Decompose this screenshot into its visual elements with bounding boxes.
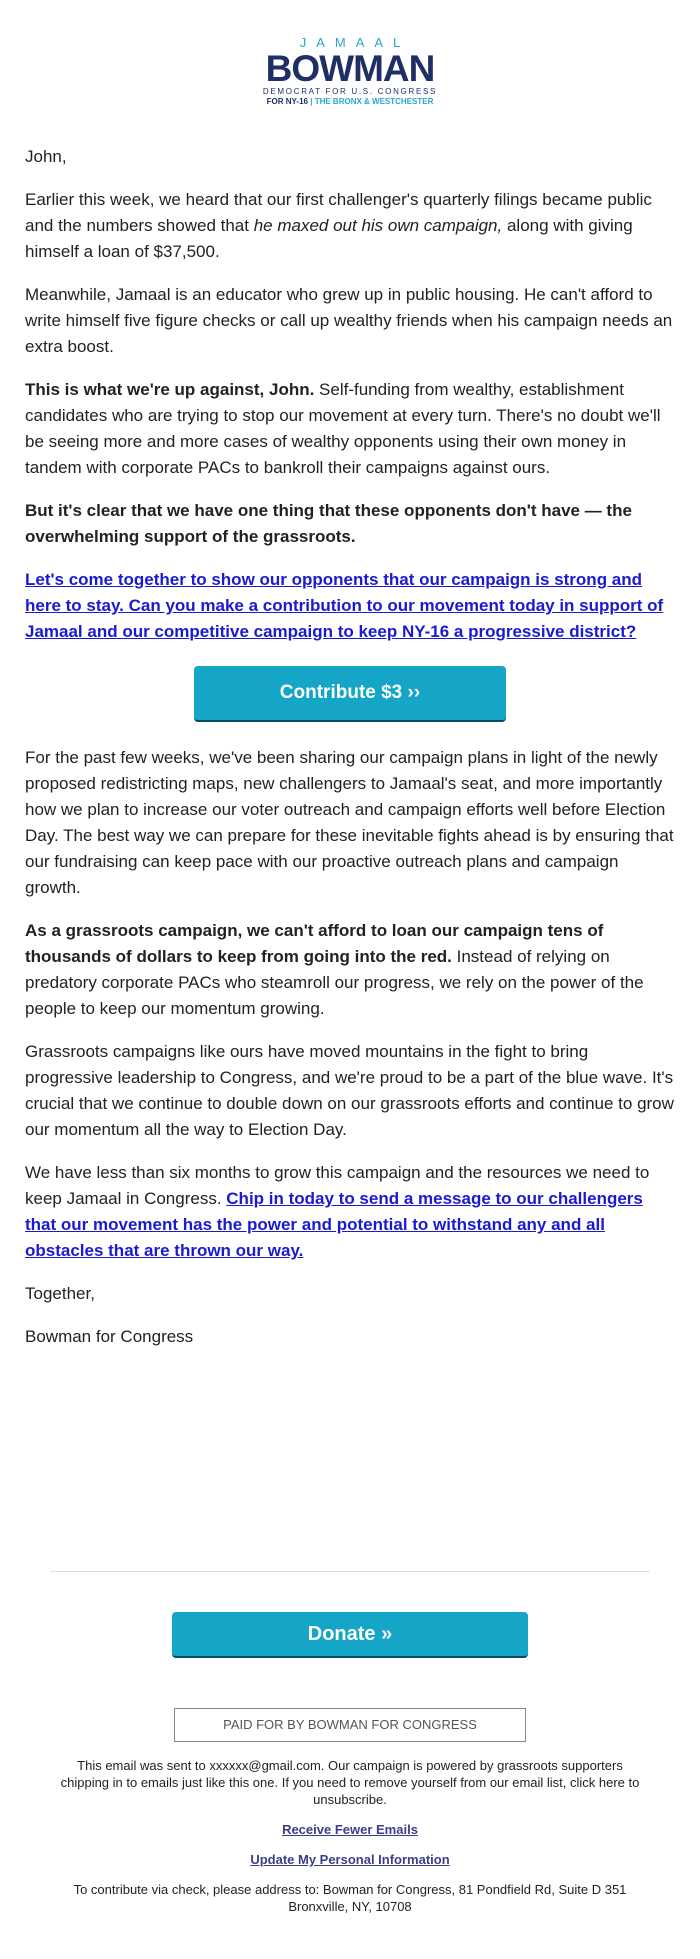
- footer-divider: [50, 1571, 650, 1572]
- sent-notice: This email was sent to xxxxxx@gmail.com. Our campaign is powered by grassroots supporters chipping in to emails just like this one. If you need to remove yourself from our email list, click here to unsubscribe.: [60, 1758, 640, 1807]
- signature: Bowman for Congress: [25, 1327, 194, 1346]
- logo-district: FOR NY-16: [266, 97, 308, 106]
- contribute-button[interactable]: Contribute $3 ››: [194, 666, 506, 722]
- greeting: John,: [25, 147, 67, 166]
- paragraph-7-text: Instead of relying on predatory corporate PACs who steamroll our progress, we rely on the power of the people to keep our momentum growing.: [25, 947, 644, 1018]
- paragraph-3-bold: This is what we're up against, John.: [25, 380, 315, 399]
- paragraph-9: [25, 1160, 675, 1264]
- sign-off: Together,: [25, 1284, 95, 1303]
- donate-cta: [0, 1612, 700, 1658]
- paragraph-2: Meanwhile, Jamaal is an educator who grew up in public housing. He can't afford to write himself five figure checks or call up wealthy friends when his campaign needs an extra boost.: [25, 285, 673, 356]
- logo-region: THE BRONX & WESTCHESTER: [314, 97, 434, 106]
- paragraph-1-text: Earlier this week, we heard that our first challenger's quarterly filings became public and the numbers showed that: [25, 190, 652, 235]
- receive-fewer-emails-link[interactable]: Receive Fewer Emails: [282, 1822, 418, 1837]
- paragraph-1: [25, 187, 675, 265]
- paragraph-8: Grassroots campaigns like ours have moved mountains in the fight to bring progressive leadership to Congress, and we're proud to be a part of the blue wave. It's crucial that we continue to double down on our grassroots efforts and continue to grow our momentum all the way to Election Day.: [25, 1042, 674, 1139]
- logo-last-name: BOWMAN: [265, 48, 435, 89]
- paragraph-3-text: Self-funding from wealthy, establishment candidates who are trying to stop our movement at every turn. There's no doubt we'll be seeing more and more cases of wealthy opponents using their own money in tandem with corporate PACs to bankroll their campaigns against ours.: [25, 380, 661, 477]
- spacer: [0, 1367, 700, 1571]
- logo-first-name: JAMAAL: [299, 35, 411, 50]
- paragraph-1-tail: along with giving himself a loan of $37,500.: [25, 216, 633, 261]
- logo-district-line: [263, 98, 437, 106]
- email-body: [0, 106, 700, 1350]
- contribute-cta: [25, 666, 675, 722]
- paragraph-7: [25, 918, 675, 1022]
- contribution-appeal-link[interactable]: Let's come together to show our opponents that our campaign is strong and here to stay. Can you make a contribution to our movement today in support of Jamaal and our competitive campaign to keep NY-16 a progressive district?: [25, 570, 664, 641]
- logo-subtitle: DEMOCRAT FOR U.S. CONGRESS: [262, 87, 438, 96]
- email-footer: [0, 1742, 700, 1915]
- paragraph-9-text: We have less than six months to grow this campaign and the resources we need to keep Jamaal in Congress.: [25, 1163, 650, 1208]
- paragraph-7-bold: As a grassroots campaign, we can't afford to loan our campaign tens of thousands of dollars to keep from going into the red.: [25, 921, 604, 966]
- check-address: To contribute via check, please address to: Bowman for Congress, 81 Pondfield Rd, Suite D 351 Bronxville, NY, 10708: [73, 1882, 627, 1914]
- logo-separator: |: [310, 97, 313, 106]
- donate-button[interactable]: Donate »: [172, 1612, 528, 1658]
- paragraph-6: For the past few weeks, we've been sharing our campaign plans in light of the newly proposed redistricting maps, new challengers to Jamaal's seat, and more importantly how we plan to increase our voter outreach and campaign efforts well before Election Day. The best way we can prepare for these inevitable fights ahead is by ensuring that our fundraising can keep pace with our proactive outreach plans and campaign growth.: [25, 748, 674, 897]
- paragraph-5: [25, 567, 675, 645]
- chip-in-link[interactable]: Chip in today to send a message to our challengers that our movement has the power and potential to withstand any and all obstacles that are thrown our way.: [25, 1189, 643, 1260]
- paragraph-4-bold: But it's clear that we have one thing that these opponents don't have — the overwhelming support of the grassroots.: [25, 501, 632, 546]
- update-personal-info-link[interactable]: Update My Personal Information: [250, 1852, 450, 1867]
- paragraph-4: [25, 498, 675, 550]
- campaign-logo: [0, 0, 700, 106]
- paragraph-3: [25, 377, 675, 481]
- paid-for-disclaimer: PAID FOR BY BOWMAN FOR CONGRESS: [174, 1708, 526, 1742]
- paragraph-1-emphasis: he maxed out his own campaign,: [253, 216, 503, 235]
